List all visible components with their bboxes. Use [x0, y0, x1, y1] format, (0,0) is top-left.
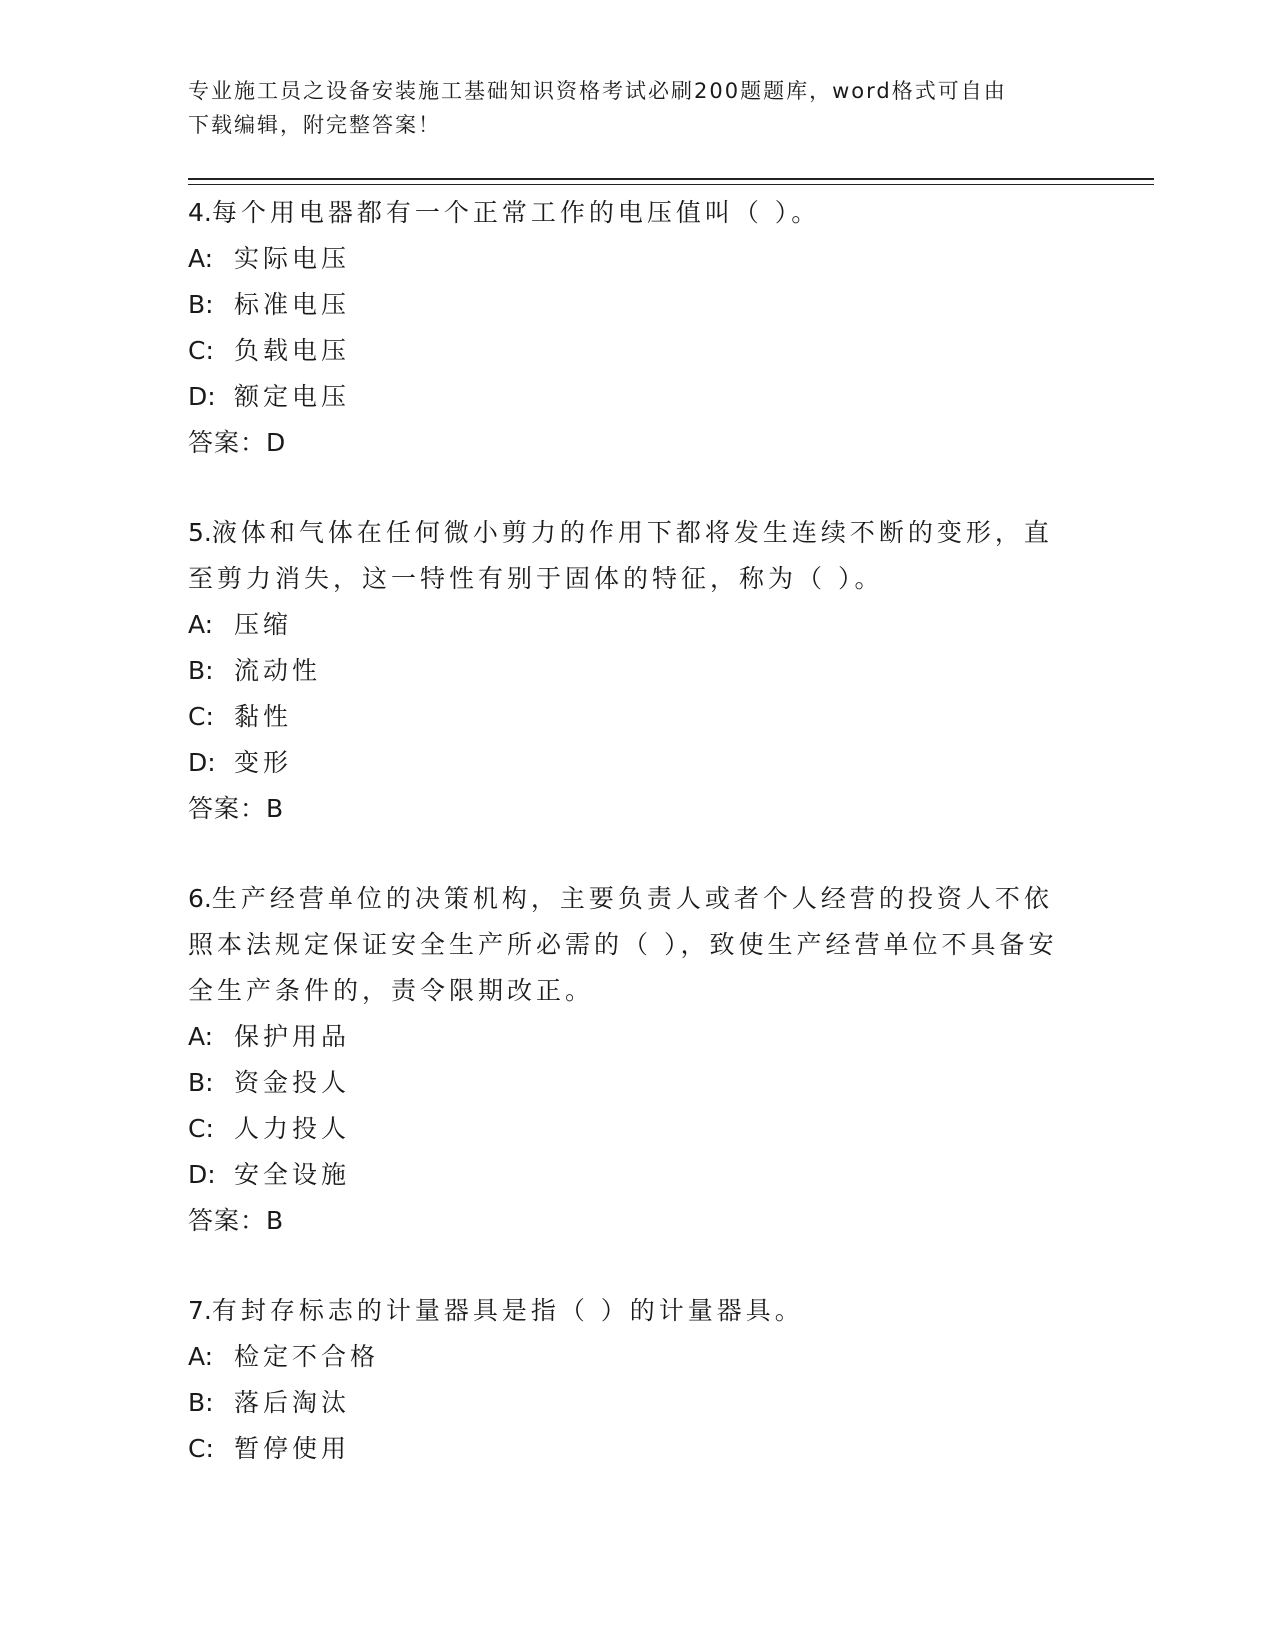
- option-text: 人力投人: [234, 1114, 351, 1143]
- option-text: 负载电压: [234, 336, 351, 365]
- question-stem: [188, 876, 1088, 922]
- question-list: [188, 190, 1088, 1516]
- option-label: A:: [188, 610, 214, 639]
- option-label: A:: [188, 1342, 214, 1371]
- question-4: [188, 190, 1088, 466]
- document-header: [188, 74, 1088, 142]
- option-text: 资金投人: [234, 1068, 351, 1097]
- option-c: [188, 1106, 1088, 1152]
- question-5: [188, 510, 1088, 832]
- option-label: B:: [188, 1388, 214, 1417]
- question-text: 液体和气体在任何微小剪力的作用下都将发生连续不断的变形，直: [211, 518, 1053, 547]
- option-label: A:: [188, 1022, 214, 1051]
- option-d: [188, 374, 1088, 420]
- option-label: D:: [188, 1160, 216, 1189]
- option-label: B:: [188, 656, 214, 685]
- option-label: D:: [188, 382, 216, 411]
- option-d: [188, 1152, 1088, 1198]
- header-divider-thin: [188, 184, 1154, 185]
- question-stem-continued: 照本法规定保证安全生产所必需的（ ），致使生产经营单位不具备安: [188, 930, 1058, 959]
- option-c: [188, 328, 1088, 374]
- option-a: [188, 236, 1088, 282]
- option-text: 黏性: [234, 702, 293, 731]
- question-number: 5.: [188, 518, 212, 547]
- option-a: [188, 1014, 1088, 1060]
- question-number: 4.: [188, 198, 212, 227]
- answer-line: 答案：B: [188, 794, 285, 823]
- question-number: 6.: [188, 884, 212, 913]
- option-d: [188, 740, 1088, 786]
- question-stem-continued: 全生产条件的，责令限期改正。: [188, 976, 595, 1005]
- question-text: 有封存标志的计量器具是指（ ）的计量器具。: [211, 1296, 804, 1325]
- question-7: [188, 1288, 1088, 1472]
- answer-line: 答案：D: [188, 428, 287, 457]
- option-c: [188, 1426, 1088, 1472]
- header-divider-thick: [188, 178, 1154, 180]
- header-line-2: 下载编辑，附完整答案！: [188, 113, 441, 137]
- question-stem: [188, 190, 1088, 236]
- option-text: 变形: [234, 748, 293, 777]
- question-number: 7.: [188, 1296, 212, 1325]
- question-6: [188, 876, 1088, 1244]
- option-label: C:: [188, 1114, 214, 1143]
- option-text: 额定电压: [234, 382, 351, 411]
- option-label: B:: [188, 1068, 214, 1097]
- option-b: [188, 648, 1088, 694]
- option-b: [188, 1380, 1088, 1426]
- answer-line: 答案：B: [188, 1206, 285, 1235]
- option-label: C:: [188, 336, 214, 365]
- option-a: [188, 602, 1088, 648]
- question-stem-continued: 至剪力消失，这一特性有别于固体的特征，称为（ ）。: [188, 564, 884, 593]
- question-text: 生产经营单位的决策机构，主要负责人或者个人经营的投资人不依: [211, 884, 1053, 913]
- question-stem: [188, 510, 1088, 556]
- option-label: D:: [188, 748, 216, 777]
- option-text: 暂停使用: [234, 1434, 351, 1463]
- question-stem: [188, 1288, 1088, 1334]
- option-label: B:: [188, 290, 214, 319]
- option-text: 实际电压: [234, 244, 351, 273]
- option-text: 标准电压: [234, 290, 351, 319]
- option-text: 安全设施: [234, 1160, 351, 1189]
- option-text: 保护用品: [234, 1022, 351, 1051]
- option-b: [188, 282, 1088, 328]
- option-text: 落后淘汰: [234, 1388, 351, 1417]
- option-label: C:: [188, 702, 214, 731]
- header-line-1: 专业施工员之设备安装施工基础知识资格考试必刷200题题库，word格式可自由: [188, 79, 1007, 103]
- option-a: [188, 1334, 1088, 1380]
- option-label: C:: [188, 1434, 214, 1463]
- option-b: [188, 1060, 1088, 1106]
- option-label: A:: [188, 244, 214, 273]
- option-text: 压缩: [234, 610, 293, 639]
- option-c: [188, 694, 1088, 740]
- option-text: 流动性: [234, 656, 322, 685]
- question-text: 每个用电器都有一个正常工作的电压值叫（ ）。: [211, 198, 821, 227]
- option-text: 检定不合格: [234, 1342, 380, 1371]
